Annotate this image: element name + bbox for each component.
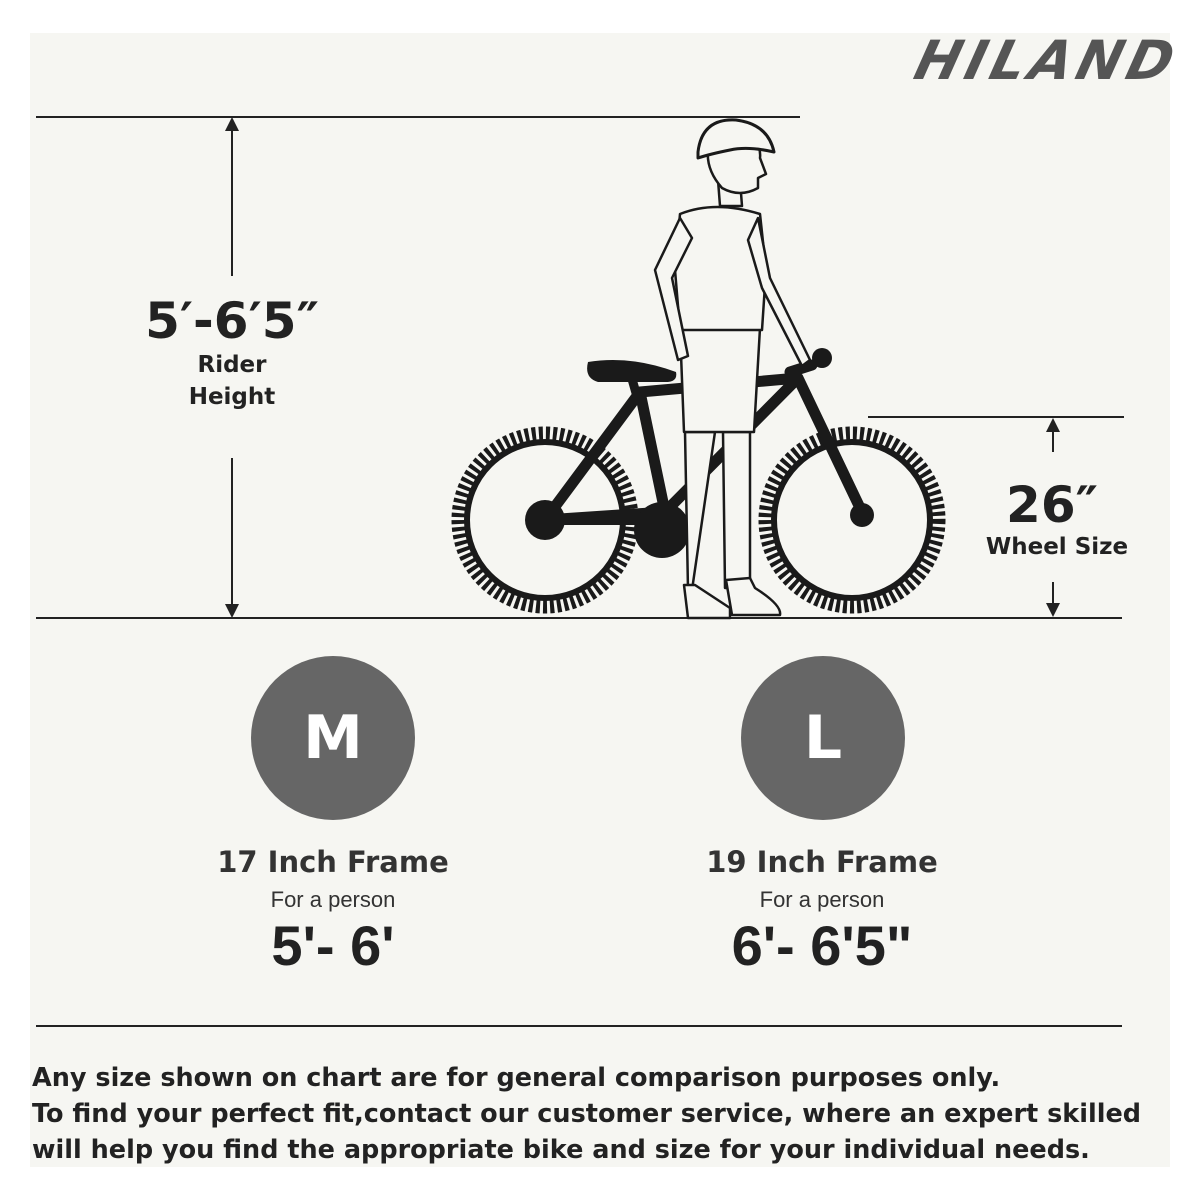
disclaimer-line-1: Any size shown on chart are for general comparison purposes only. [32, 1063, 1001, 1093]
rider-height-value: 5′-6′5″ [145, 292, 319, 350]
rider-left-leg [685, 432, 715, 590]
chain-stay [545, 516, 665, 525]
rider-height-label-line2: Height [188, 384, 276, 410]
wheel-size-value: 26″ [1006, 476, 1098, 534]
rider-right-leg [723, 432, 750, 588]
hiland-logo: HILAND [908, 29, 1186, 92]
rider-height-arrow-down [225, 604, 239, 618]
disclaimer-text [32, 1060, 1142, 1168]
size-m-person-label: For a person [270, 887, 396, 912]
size-m-frame: 17 Inch Frame [217, 845, 449, 879]
wheel-size-line-upper [1052, 430, 1054, 452]
size-l-person-label: For a person [759, 887, 885, 912]
size-l-height-range: 6'- 6'5" [731, 914, 913, 977]
rider-left-foot [684, 585, 730, 618]
wheel-size-arrow-down [1046, 603, 1060, 617]
size-l-badge: L [741, 656, 905, 820]
disclaimer-separator [36, 1025, 1122, 1027]
chainring [634, 502, 690, 558]
rider-torso [675, 207, 766, 330]
front-hub [850, 503, 874, 527]
size-m-badge: M [251, 656, 415, 820]
disclaimer-line-3: will help you find the appropriate bike and size for your individual needs. [32, 1135, 1090, 1165]
bike-saddle [587, 360, 676, 382]
disclaimer-line-2: To find your perfect fit,contact our customer service, where an expert skilled [32, 1099, 1142, 1129]
rider-shorts [680, 328, 760, 432]
rider-height-line-upper [231, 128, 233, 276]
rider-right-foot [726, 578, 780, 615]
rider-height-line-lower [231, 458, 233, 606]
size-l-frame: 19 Inch Frame [706, 845, 938, 879]
wheel-size-label: Wheel Size [985, 534, 1129, 560]
size-m-height-range: 5'- 6' [271, 914, 395, 977]
rider-height-label-line1: Rider [197, 352, 267, 378]
handlebar-grip [812, 348, 832, 368]
wheel-size-line-lower [1052, 582, 1054, 604]
rider-with-bike-illustration [440, 110, 970, 625]
